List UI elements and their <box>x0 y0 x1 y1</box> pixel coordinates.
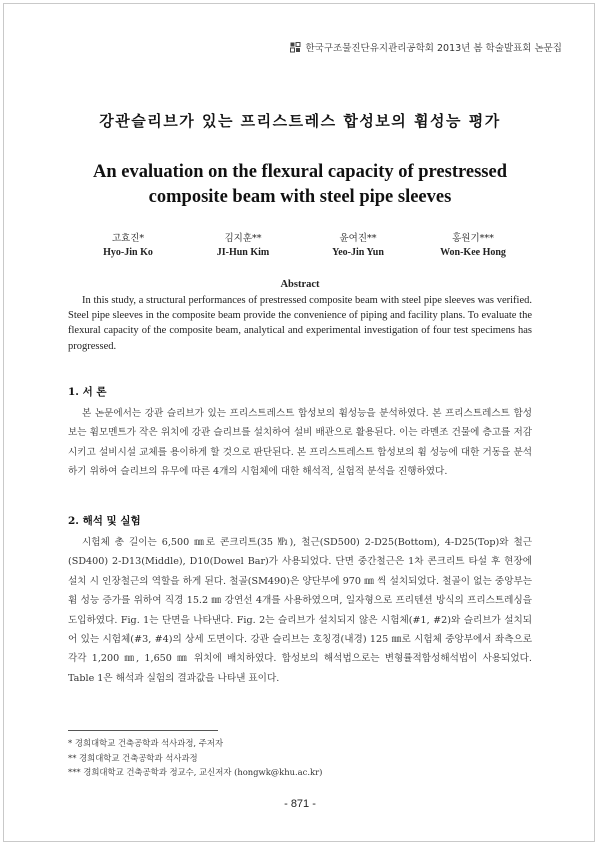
conference-header <box>290 40 562 54</box>
footnote-divider <box>68 730 218 731</box>
author-name-english: JI-Hun Kim <box>216 247 270 258</box>
section-body-introduction: 본 논문에서는 강관 슬리브가 있는 프리스트레스트 합성보의 휨성능을 분석하였다. 본 프리스트레스트 합성보는 휨모멘트가 작은 위치에 강관 슬리브를 설치하여 설비 배관으로 활용된다. 이는 라멘조 건물에 층고를 저감시키고 설비시설 교체를 용이하게 할 것으로 판단된다. 본 프리스트레스트 합성보의 휨 성능에 대한 거동을 분석하기 위하여 슬리브의 유무에 따른 4개의 시험체에 대한 해석적, 실험적 분석을 진행하였다. <box>68 408 532 478</box>
author-name-korean: 김지훈** <box>224 233 262 244</box>
page-number: - 871 - <box>284 798 316 810</box>
author-item <box>73 232 183 260</box>
paper-title-korean: 강관슬리브가 있는 프리스트레스 합성보의 휨성능 평가 <box>99 112 501 130</box>
paper-title-english <box>0 160 600 210</box>
footnote-item: ** 경희대학교 건축공학과 석사과정 <box>68 752 198 763</box>
section-heading-analysis: 2. 해석 및 실험 <box>68 515 141 527</box>
author-item <box>303 232 413 260</box>
author-name-english: Yeo-Jin Yun <box>332 247 384 258</box>
author-name-english: Hyo-Jin Ko <box>103 247 153 258</box>
footnotes <box>68 736 532 780</box>
author-name-korean: 홍원기*** <box>452 233 494 244</box>
paper-title-english-line1: An evaluation on the flexural capacity of prestressed <box>92 162 507 182</box>
footnote-item: *** 경희대학교 건축공학과 정교수, 교신저자 (hongwk@khu.ac.kr) <box>68 767 323 777</box>
section-heading-introduction: 1. 서 론 <box>68 386 107 398</box>
abstract-text: In this study, a structural performances of prestressed composite beam with steel pipe sleeves was verified. Steel pipe sleeves in the composite beam provide the convenience of piping and facility plans. To evaluate the flexural capacity of the composite beam, analytical and experimental investigation of four test specimens has progressed. <box>68 295 532 352</box>
conference-name: 한국구조물진단유지관리공학회 2013년 봄 학술발표회 논문집 <box>305 43 562 54</box>
abstract-heading: Abstract <box>280 279 320 290</box>
society-logo-icon <box>290 42 301 53</box>
author-item <box>418 232 528 260</box>
author-item <box>188 232 298 260</box>
author-name-english: Won-Kee Hong <box>440 247 506 258</box>
author-name-korean: 고효진* <box>111 233 145 244</box>
author-list <box>73 232 528 260</box>
section-body-analysis: 시험체 총 길이는 6,500 ㎜로 콘크리트(35 ㎫), 철근(SD500) 2-D25(Bottom), 4-D25(Top)와 철근(SD400) 2-D13(Middle), D10(Dowel Bar)가 사용되었다. 단면 중간철근은 1차 콘크리트 타설 후 현장에 설치 시 인장철근의 역할을 하게 된다. 철골(SM490)은 양단부에 970 ㎜ 씩 설치되었다. 철골이 없는 중앙부는 휨 성능 증가를 위하여 직경 15.2 ㎜ 강연선 4개를 사용하였으며, 일자형으로 프리텐션 방식의 프리스트레싱을 도입하였다. Fig. 1는 단면을 나타낸다. Fig. 2는 슬리브가 설치되지 않은 시험체(#1, #2)와 슬리브가 설치되어 있는 시험체(#3, #4)의 상세 도면이다. 강관 슬리브는 호칭경(내경) 125 ㎜로 시험체 중앙부에서 좌측으로 각각 1,200 ㎜, 1,650 ㎜ 위치에 배치하였다. 합성보의 해석법으로는 변형률적합성해석법이 사용되었다. Table 1은 해석과 실험의 결과값을 나타낸 표이다. <box>68 537 532 684</box>
footnote-item: * 경희대학교 건축공학과 석사과정, 주저자 <box>68 738 224 748</box>
author-name-korean: 윤여진** <box>339 233 377 244</box>
paper-title-english-line2: composite beam with steel pipe sleeves <box>148 187 452 207</box>
